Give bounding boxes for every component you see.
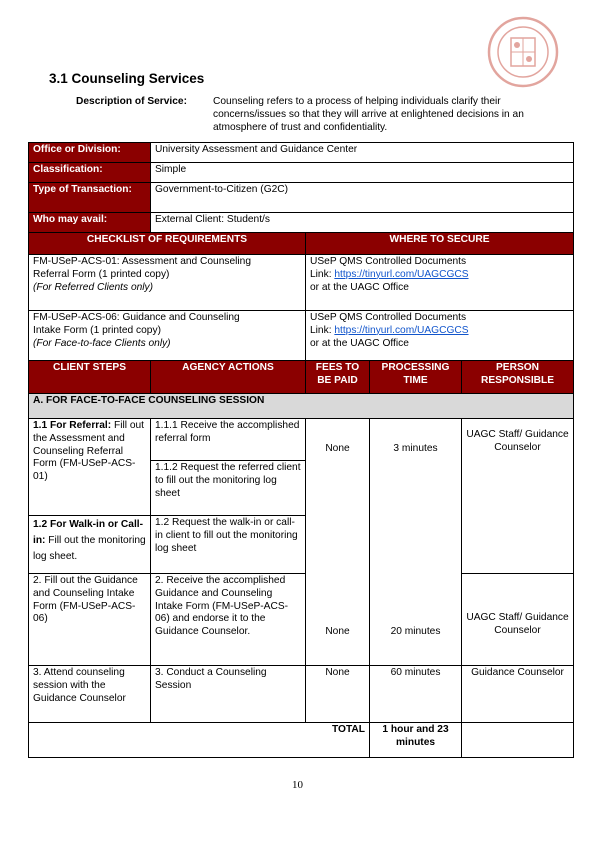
fee-cell: None [306,574,370,666]
classification-label: Classification: [29,163,151,183]
agency-action-3: 3. Conduct a Counseling Session [151,666,306,723]
total-blank [462,723,574,758]
description-label: Description of Service: [76,96,187,107]
person-responsible-cell: UAGC Staff/ Guidance Counselor [462,574,574,666]
page-number: 10 [292,779,303,791]
step-text: Fill out the monitoring log sheet. [33,535,146,562]
person-responsible-cell: UAGC Staff/ Guidance Counselor [462,419,574,574]
fees-header: FEES TO BE PAID [306,361,370,394]
where-to-secure-header: WHERE TO SECURE [306,233,574,255]
processing-time-cell: 20 minutes [370,574,462,666]
classification-value: Simple [151,163,574,183]
section-title: 3.1 Counseling Services [49,71,205,86]
fee-cell: None [306,419,370,574]
requirement-text: Intake Form (1 printed copy) [33,324,161,336]
university-seal-icon [487,16,559,88]
agency-action-1-2: 1.2 Request the walk-in or call-in client to fill out the monitoring log sheet [151,516,306,574]
where-source: USeP QMS Controlled Documents [310,312,467,323]
link-prefix: Link: [310,268,335,280]
requirement-text: FM-USeP-ACS-01: Assessment and Counseling [33,256,251,267]
who-may-avail-value: External Client: Student/s [151,213,574,233]
description-text: Counseling refers to a process of helping individuals clarify their concerns/issues so that they will arrive at enlightened decisions in an atmosphere of trust and confidentiality. [213,96,524,133]
client-steps-header: CLIENT STEPS [29,361,151,394]
transaction-type-label: Type of Transaction: [29,183,151,213]
step-label: 1.2 For Walk-in or Call-in: [33,519,144,546]
agency-action-1-1-1: 1.1.1 Receive the accomplished referral form [151,419,306,461]
requirement-note: (For Referred Clients only) [33,281,154,293]
client-step-1-1 [29,419,151,516]
link-prefix: Link: [310,324,335,336]
transaction-type-value: Government-to-Citizen (G2C) [151,183,574,213]
client-step-2: 2. Fill out the Guidance and Counseling Intake Form (FM-USeP-ACS-06) [29,574,151,666]
total-label: TOTAL [29,723,370,758]
where-to-secure-item [306,255,574,311]
step-label: 1.1 For Referral: [33,420,112,431]
person-responsible-header: PERSON RESPONSIBLE [462,361,574,394]
office-value: University Assessment and Guidance Center [151,143,574,163]
controlled-documents-link[interactable]: https://tinyurl.com/UAGCGCS [334,268,469,280]
agency-action-2: 2. Receive the accomplished Guidance and Counseling Intake Form (FM-USeP-ACS-06) and endorse it to the Guidance Counselor. [151,574,306,666]
person-responsible-cell: Guidance Counselor [462,666,574,723]
requirement-text: FM-USeP-ACS-06: Guidance and Counseling [33,312,240,323]
step-text: Fill out the Assessment and Counseling Referral Form (FM-USeP-ACS-01) [33,420,144,483]
checklist-header: CHECKLIST OF REQUIREMENTS [29,233,306,255]
requirement-item [29,255,306,311]
where-alternative: or at the UAGC Office [310,281,409,293]
where-to-secure-item [306,311,574,361]
agency-actions-header: AGENCY ACTIONS [151,361,306,394]
service-table [28,142,574,758]
who-may-avail-label: Who may avail: [29,213,151,233]
where-source: USeP QMS Controlled Documents [310,256,467,267]
requirement-item [29,311,306,361]
client-step-1-2 [29,516,151,574]
processing-time-cell: 3 minutes [370,419,462,574]
requirement-note: (For Face-to-face Clients only) [33,337,171,349]
processing-time-cell: 60 minutes [370,666,462,723]
requirement-text: Referral Form (1 printed copy) [33,268,170,280]
office-label: Office or Division: [29,143,151,163]
client-step-3: 3. Attend counseling session with the Guidance Counselor [29,666,151,723]
section-a-heading: A. FOR FACE-TO-FACE COUNSELING SESSION [29,394,574,419]
fee-cell: None [306,666,370,723]
processing-time-header: PROCESSING TIME [370,361,462,394]
agency-action-1-1-2: 1.1.2 Request the referred client to fill out the monitoring log sheet [151,461,306,516]
controlled-documents-link[interactable]: https://tinyurl.com/UAGCGCS [334,324,469,336]
total-value: 1 hour and 23 minutes [370,723,462,758]
where-alternative: or at the UAGC Office [310,337,409,349]
